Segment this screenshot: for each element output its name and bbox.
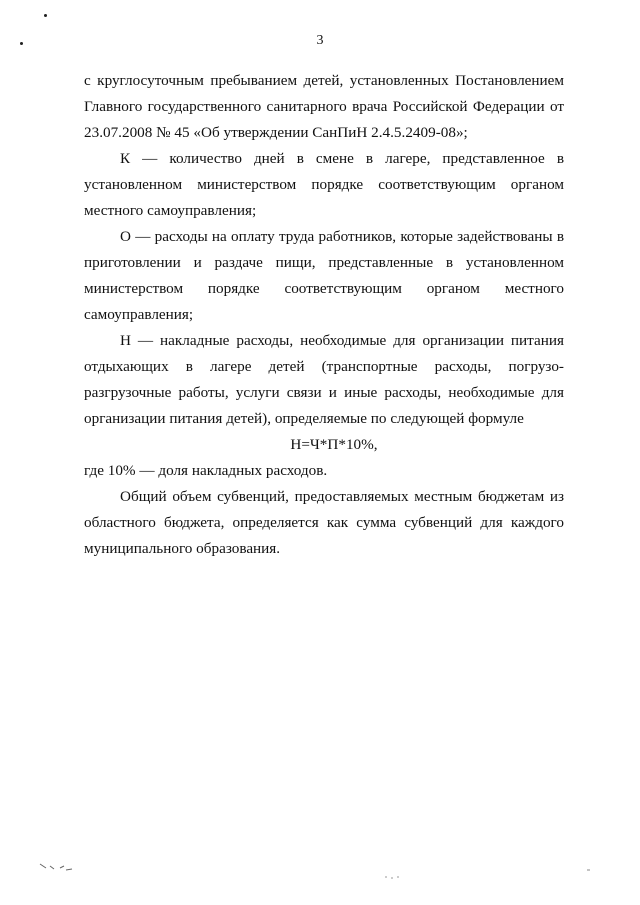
document-body bbox=[84, 68, 564, 562]
paragraph-formula-note: где 10% — доля накладных расходов. bbox=[84, 462, 328, 479]
scan-smudge bbox=[586, 868, 592, 872]
paragraph-total-subvention: Общий объем субвенций, предоставляемых местным бюджетам из областного бюджета, определяется как сумма субвенций для каждого муниципального образования. bbox=[84, 488, 564, 557]
paragraph-k-definition: К — количество дней в смене в лагере, представленное в установленном министерством порядке соответствующим органом местного самоуправления; bbox=[84, 150, 564, 219]
paragraph-o-definition: О — расходы на оплату труда работников, которые задействованы в приготовлении и раздаче пищи, представленные в установленном министерством порядке соответствующим органом местного самоуправления; bbox=[84, 228, 564, 323]
scan-smudge bbox=[38, 860, 78, 872]
page-number: 3 bbox=[316, 33, 324, 48]
formula: Н=Ч*П*10%, bbox=[290, 436, 378, 453]
scan-smudge bbox=[383, 874, 403, 880]
paragraph-n-definition: Н — накладные расходы, необходимые для организации питания отдыхающих в лагере детей (транспортные расходы, погрузо-разгрузочные работы, услуги связи и иные расходы, необходимые для организации питания детей), определяемые по следующей формуле bbox=[84, 332, 564, 427]
scan-speck bbox=[44, 14, 47, 17]
paragraph-continuation: с круглосуточным пребыванием детей, установленных Постановлением Главного государственного санитарного врача Российской Федерации от 23.07.2008 № 45 «Об утверждении СанПиН 2.4.5.2409-08»; bbox=[84, 72, 564, 141]
